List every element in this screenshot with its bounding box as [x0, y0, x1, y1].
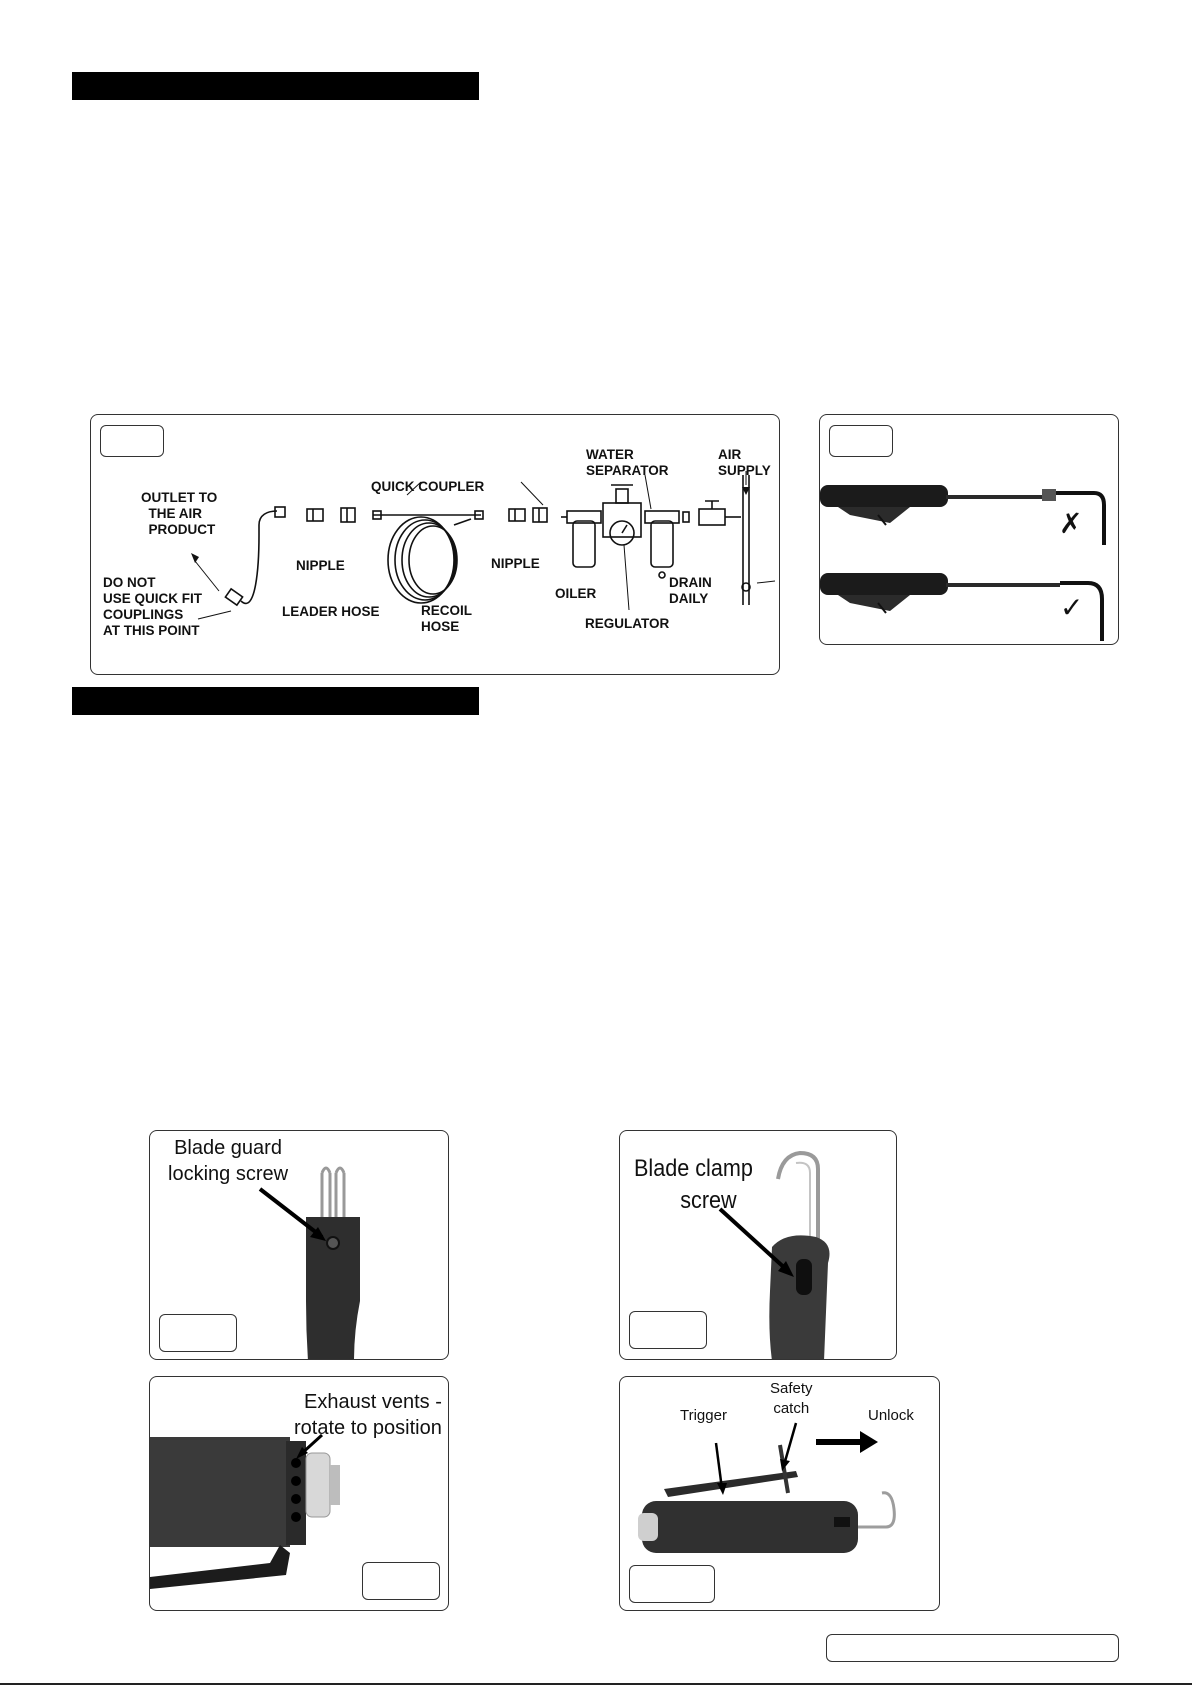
blade-guard-locking-screw-label: Blade guard locking screw: [168, 1137, 289, 1185]
wrong-mark: ✗: [1059, 508, 1083, 539]
supply-valve-shape: [699, 509, 725, 525]
label-air-supply: AIR SUPPLY: [718, 447, 771, 478]
label-water-separator: WATER SEPARATOR: [586, 447, 669, 478]
coupling-end-shape: [225, 589, 242, 605]
label-oiler: OILER: [555, 586, 597, 601]
label-quick-coupler: QUICK COUPLER: [371, 479, 485, 494]
nipple-left-shape: [307, 509, 323, 521]
label-nipple-right: NIPPLE: [491, 556, 540, 571]
label-leader-hose: LEADER HOSE: [282, 604, 380, 619]
section-header-bar-top: [72, 72, 479, 100]
water-separator-bowl-shape: [651, 521, 673, 567]
label-drain-daily: DRAIN DAILY: [669, 575, 712, 606]
oiler-bowl-shape: [573, 521, 595, 567]
exhaust-vents-photo-panel: [149, 1376, 449, 1611]
air-supply-diagram-panel: [90, 414, 780, 675]
label-recoil-hose: RECOIL HOSE: [421, 603, 473, 634]
figure-number-tag: [629, 1311, 707, 1349]
right-mark: ✓: [1060, 592, 1084, 623]
nipple-right-shape: [509, 509, 525, 521]
label-regulator: REGULATOR: [585, 616, 670, 631]
coupler-right-shape: [533, 508, 547, 522]
exhaust-vents-label: Exhaust vents - rotate to position: [294, 1391, 442, 1439]
footer-reference-box: [826, 1634, 1119, 1662]
coupler-left-shape: [341, 508, 355, 522]
safety-catch-photo-panel: [619, 1376, 940, 1611]
hose-connection-panel: [819, 414, 1119, 645]
blade-guard-photo-panel: [149, 1130, 449, 1360]
locking-screw-shape: [327, 1237, 339, 1249]
section-header-bar-middle: [72, 687, 479, 715]
safety-catch-label: Safety catch: [770, 1380, 813, 1417]
label-do-not-use-quick-fit: DO NOT USE QUICK FIT COUPLINGS AT THIS POINT: [103, 575, 203, 638]
figure-number-tag: [362, 1562, 440, 1600]
label-nipple-left: NIPPLE: [296, 558, 345, 573]
blade-clamp-screw-label: Blade clamp screw: [634, 1155, 753, 1214]
unlock-label: Unlock: [868, 1407, 914, 1424]
clamp-screw-shape: [796, 1259, 812, 1295]
label-outlet-to-air-product: OUTLET TO THE AIR PRODUCT: [141, 490, 218, 537]
leader-hose-shape: [241, 511, 277, 603]
outlet-fitting-shape: [275, 507, 285, 517]
figure-number-tag: [159, 1314, 237, 1352]
trigger-label: Trigger: [680, 1407, 727, 1424]
blade-clamp-photo-panel: [619, 1130, 897, 1360]
figure-number-tag: [629, 1565, 715, 1603]
